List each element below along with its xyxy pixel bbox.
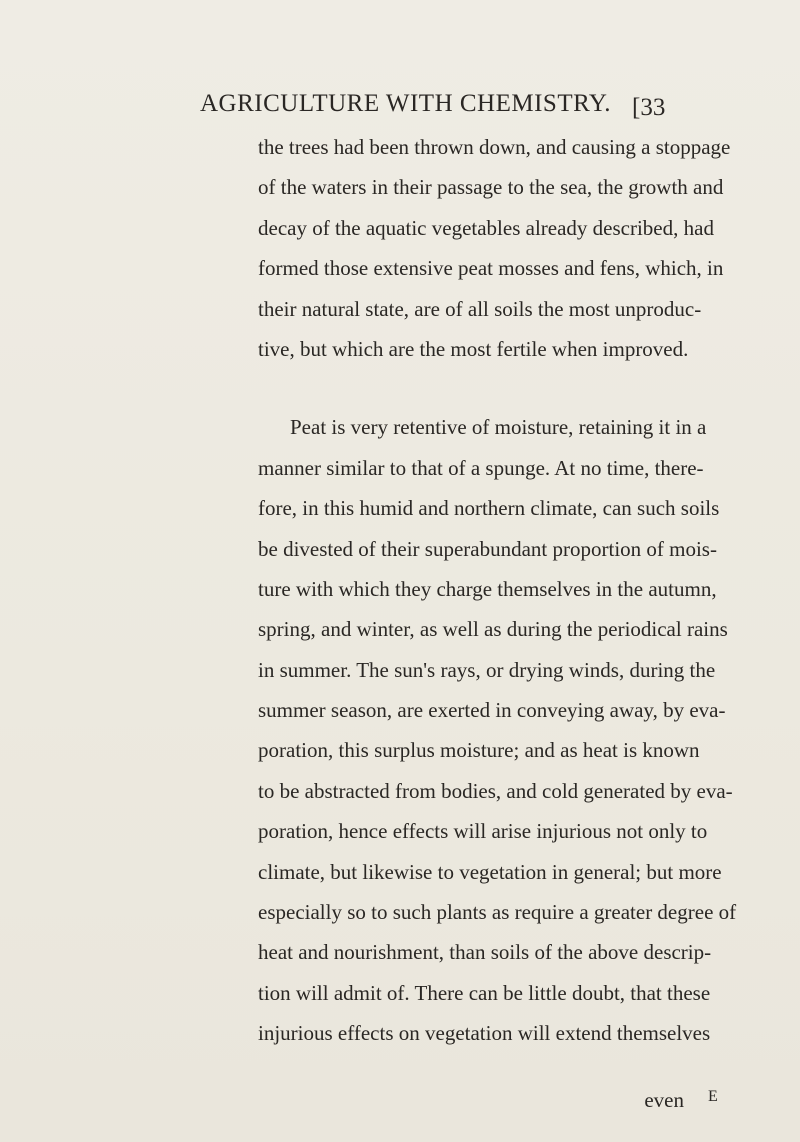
text-line: spring, and winter, as well as during the periodical rains [258,617,728,642]
text-line: to be abstracted from bodies, and cold generated by eva- [258,778,733,803]
text-line: formed those extensive peat mosses and fens, which, in [258,256,724,281]
text-line: be divested of their superabundant proportion of mois- [258,536,717,561]
text-line: poration, this surplus moisture; and as heat is known [258,738,700,763]
text-line: poration, hence effects will arise injurious not only to [258,819,708,844]
text-line: their natural state, are of all soils the most unproduc- [258,296,702,321]
signature-mark: E [708,1088,718,1105]
text-line: manner similar to that of a spunge. At no time, there- [258,455,704,480]
paragraph [258,127,731,369]
text-line: the trees had been thrown down, and causing a stoppage [258,135,731,159]
text-line: heat and nourishment, than soils of the above descrip- [258,940,712,965]
page-footer [258,1088,718,1120]
running-head: AGRICULTURE WITH CHEMISTRY. [200,90,611,117]
text-line: ture with which they charge themselves in the autumn, [258,576,717,601]
text-line: of the waters in their passage to the sea, the growth and [258,175,724,200]
text-line: in summer. The sun's rays, or drying winds, during the [258,657,716,682]
text-line: fore, in this humid and northern climate, can such soils [258,496,720,521]
text-line: climate, but likewise to vegetation in general; but more [258,859,722,884]
text-line: Peat is very retentive of moisture, retaining it in a [290,415,707,440]
paragraph [258,407,737,1053]
page-number: [33 [632,94,666,121]
text-line: tive, but which are the most fertile when improved. [258,336,689,361]
catchword: even [644,1088,684,1112]
text-line: injurious effects on vegetation will extend themselves [258,1021,711,1046]
text-line: decay of the aquatic vegetables already described, had [258,215,714,240]
text-block [258,127,737,1054]
text-line: tion will admit of. There can be little doubt, that these [258,980,711,1005]
text-line: especially so to such plants as require a greater degree of [258,900,737,925]
text-line: summer season, are exerted in conveying away, by eva- [258,698,726,723]
